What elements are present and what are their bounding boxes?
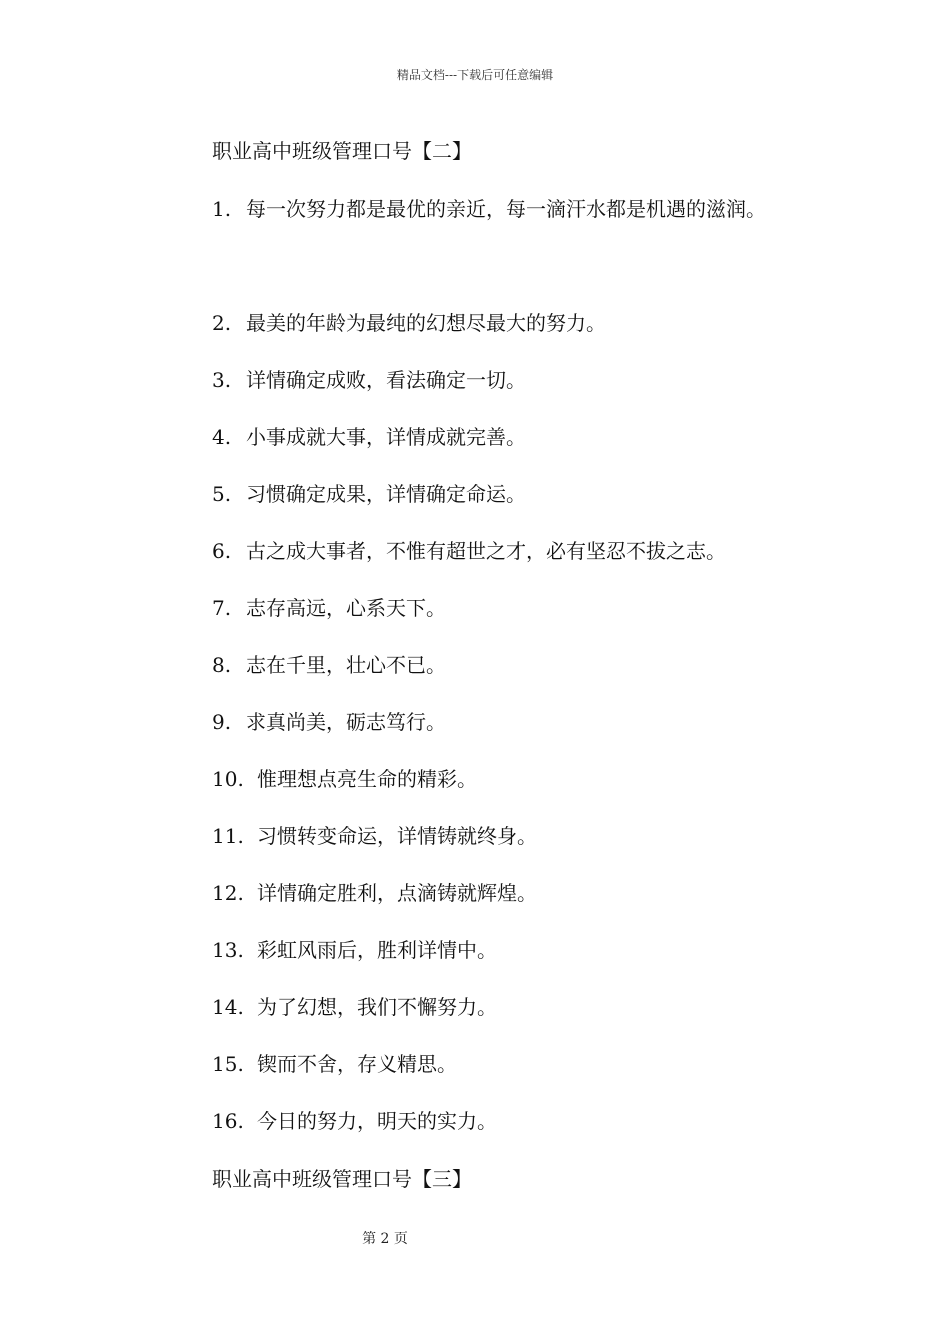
list-item-2 [212,309,606,337]
item-text: 详情确定胜利，点滴铸就辉煌。 [257,881,537,905]
item-number: 6. [212,539,232,563]
list-item-14 [212,993,497,1021]
section-title-three: 职业高中班级管理口号【三】 [212,1167,472,1191]
list-item-1 [212,195,766,223]
list-item-11 [212,822,537,850]
item-number: 2. [212,311,232,335]
item-number: 10. [212,767,244,791]
page-header: 精品文档---下载后可任意编辑 [396,68,554,82]
item-text: 志在千里，壮心不已。 [246,653,446,677]
list-item-8 [212,651,446,679]
item-number: 16. [212,1109,244,1133]
list-item-3 [212,366,526,394]
item-number: 11. [212,824,244,848]
item-number: 5. [212,482,232,506]
item-text: 惟理想点亮生命的精彩。 [257,767,477,791]
item-text: 锲而不舍，存义精思。 [257,1052,457,1076]
item-number: 8. [212,653,232,677]
item-text: 古之成大事者，不惟有超世之才，必有坚忍不拔之志。 [246,539,726,563]
item-number: 15. [212,1052,244,1076]
item-number: 4. [212,425,232,449]
list-item-5 [212,480,526,508]
item-text: 彩虹风雨后，胜利详情中。 [257,938,497,962]
list-item-16 [212,1107,497,1135]
section-title-two: 职业高中班级管理口号【二】 [212,139,472,163]
list-item-12 [212,879,537,907]
item-text: 最美的年龄为最纯的幻想尽最大的努力。 [246,311,606,335]
page-number: 第 2 页 [362,1231,408,1247]
item-text: 习惯转变命运，详情铸就终身。 [257,824,537,848]
item-text: 志存高远，心系天下。 [246,596,446,620]
item-number: 14. [212,995,244,1019]
list-item-9 [212,708,446,736]
item-text: 详情确定成败，看法确定一切。 [246,368,526,392]
item-number: 12. [212,881,244,905]
item-text: 求真尚美，砺志笃行。 [246,710,446,734]
list-item-10 [212,765,477,793]
list-item-13 [212,936,497,964]
item-number: 9. [212,710,232,734]
item-number: 7. [212,596,232,620]
item-text: 习惯确定成果，详情确定命运。 [246,482,526,506]
item-text: 小事成就大事，详情成就完善。 [246,425,526,449]
item-text: 每一次努力都是最优的亲近，每一滴汗水都是机遇的滋润。 [246,197,766,221]
list-item-15 [212,1050,457,1078]
item-text: 今日的努力，明天的实力。 [257,1109,497,1133]
item-number: 3. [212,368,232,392]
item-number: 1. [212,197,232,221]
item-number: 13. [212,938,244,962]
list-item-4 [212,423,526,451]
list-item-6 [212,537,726,565]
list-item-7 [212,594,446,622]
item-text: 为了幻想，我们不懈努力。 [257,995,497,1019]
